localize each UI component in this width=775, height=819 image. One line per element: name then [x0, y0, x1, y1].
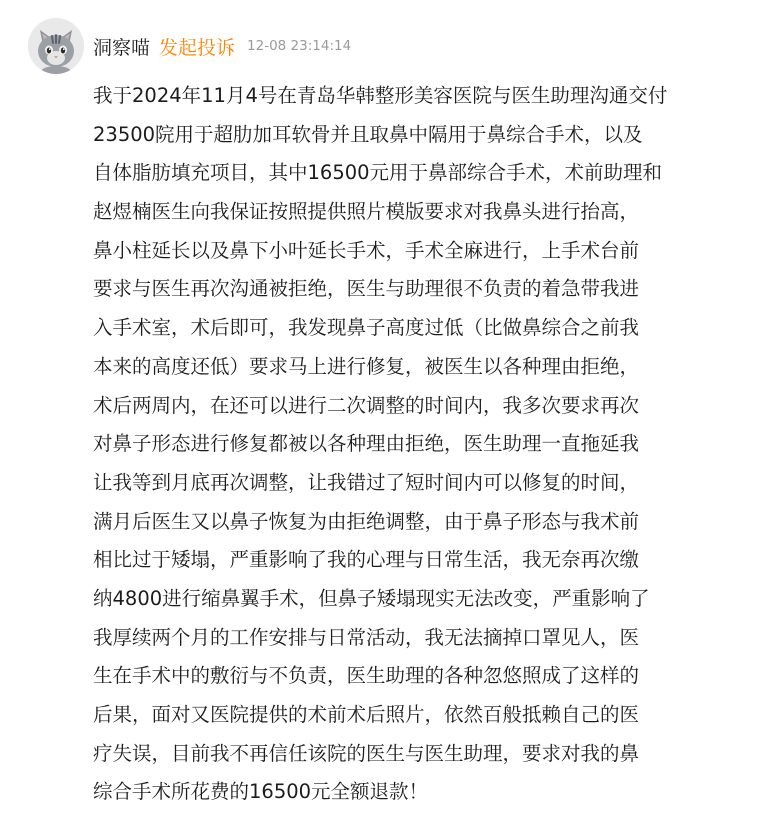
body-line: 入手术室，术后即可，我发现鼻子高度过低（比做鼻综合之前我: [93, 316, 640, 340]
post-body: [93, 77, 715, 812]
body-line: 23500院用于超肋加耳软骨并且取鼻中隔用于鼻综合手术，以及: [93, 122, 643, 146]
body-line: 后果，面对又医院提供的术前术后照片，依然百般抵赖自己的医: [93, 703, 640, 726]
body-line: 我于2024年11月4号在青岛华韩整形美容医院与医生助理沟通交付: [93, 84, 668, 107]
cat-avatar-icon: [28, 18, 84, 74]
body-line: 赵煜楠医生向我保证按照提供照片模版要求对我鼻头进行抬高，: [93, 200, 640, 224]
body-line: 纳4800进行缩鼻翼手术，但鼻子矮塌现实无法改变，严重影响了: [93, 586, 650, 610]
body-line: 疗失误，目前我不再信任该院的医生与医生助理，要求对我的鼻: [93, 741, 640, 765]
body-line: 相比过于矮塌，严重影响了我的心理与日常生活，我无奈再次缴: [93, 548, 640, 572]
body-line: 要求与医生再次沟通被拒绝，医生与助理很不负责的着急带我进: [93, 277, 640, 301]
body-line: 对鼻子形态进行修复都被以各种理由拒绝，医生助理一直拖延我: [93, 432, 640, 456]
body-line: 我厚续两个月的工作安排与日常活动，我无法摘掉口罩见人，医: [93, 625, 640, 649]
body-line: 生在手术中的敷衍与不负责，医生助理的各种忽悠照成了这样的: [93, 664, 640, 688]
body-line: 综合手术所花费的16500元全额退款！: [93, 780, 429, 804]
username[interactable]: 洞察喵: [93, 36, 151, 59]
post-header: [93, 30, 351, 62]
avatar[interactable]: [28, 18, 84, 74]
body-line: 自体脂肪填充项目，其中16500元用于鼻部综合手术，术前助理和: [93, 161, 663, 185]
body-line: 术后两周内，在还可以进行二次调整的时间内，我多次要求再次: [93, 393, 640, 417]
body-line: 鼻小柱延长以及鼻下小叶延长手术，手术全麻进行，上手术台前: [93, 238, 640, 262]
body-line: 满月后医生又以鼻子恢复为由拒绝调整，由于鼻子形态与我术前: [93, 509, 640, 533]
post-timestamp: 12-08 23:14:14: [247, 38, 352, 54]
file-complaint-link[interactable]: 发起投诉: [159, 36, 236, 59]
body-line: 本来的高度还低）要求马上进行修复，被医生以各种理由拒绝，: [93, 354, 640, 378]
body-line: 让我等到月底再次调整，让我错过了短时间内可以修复的时间，: [93, 470, 640, 494]
